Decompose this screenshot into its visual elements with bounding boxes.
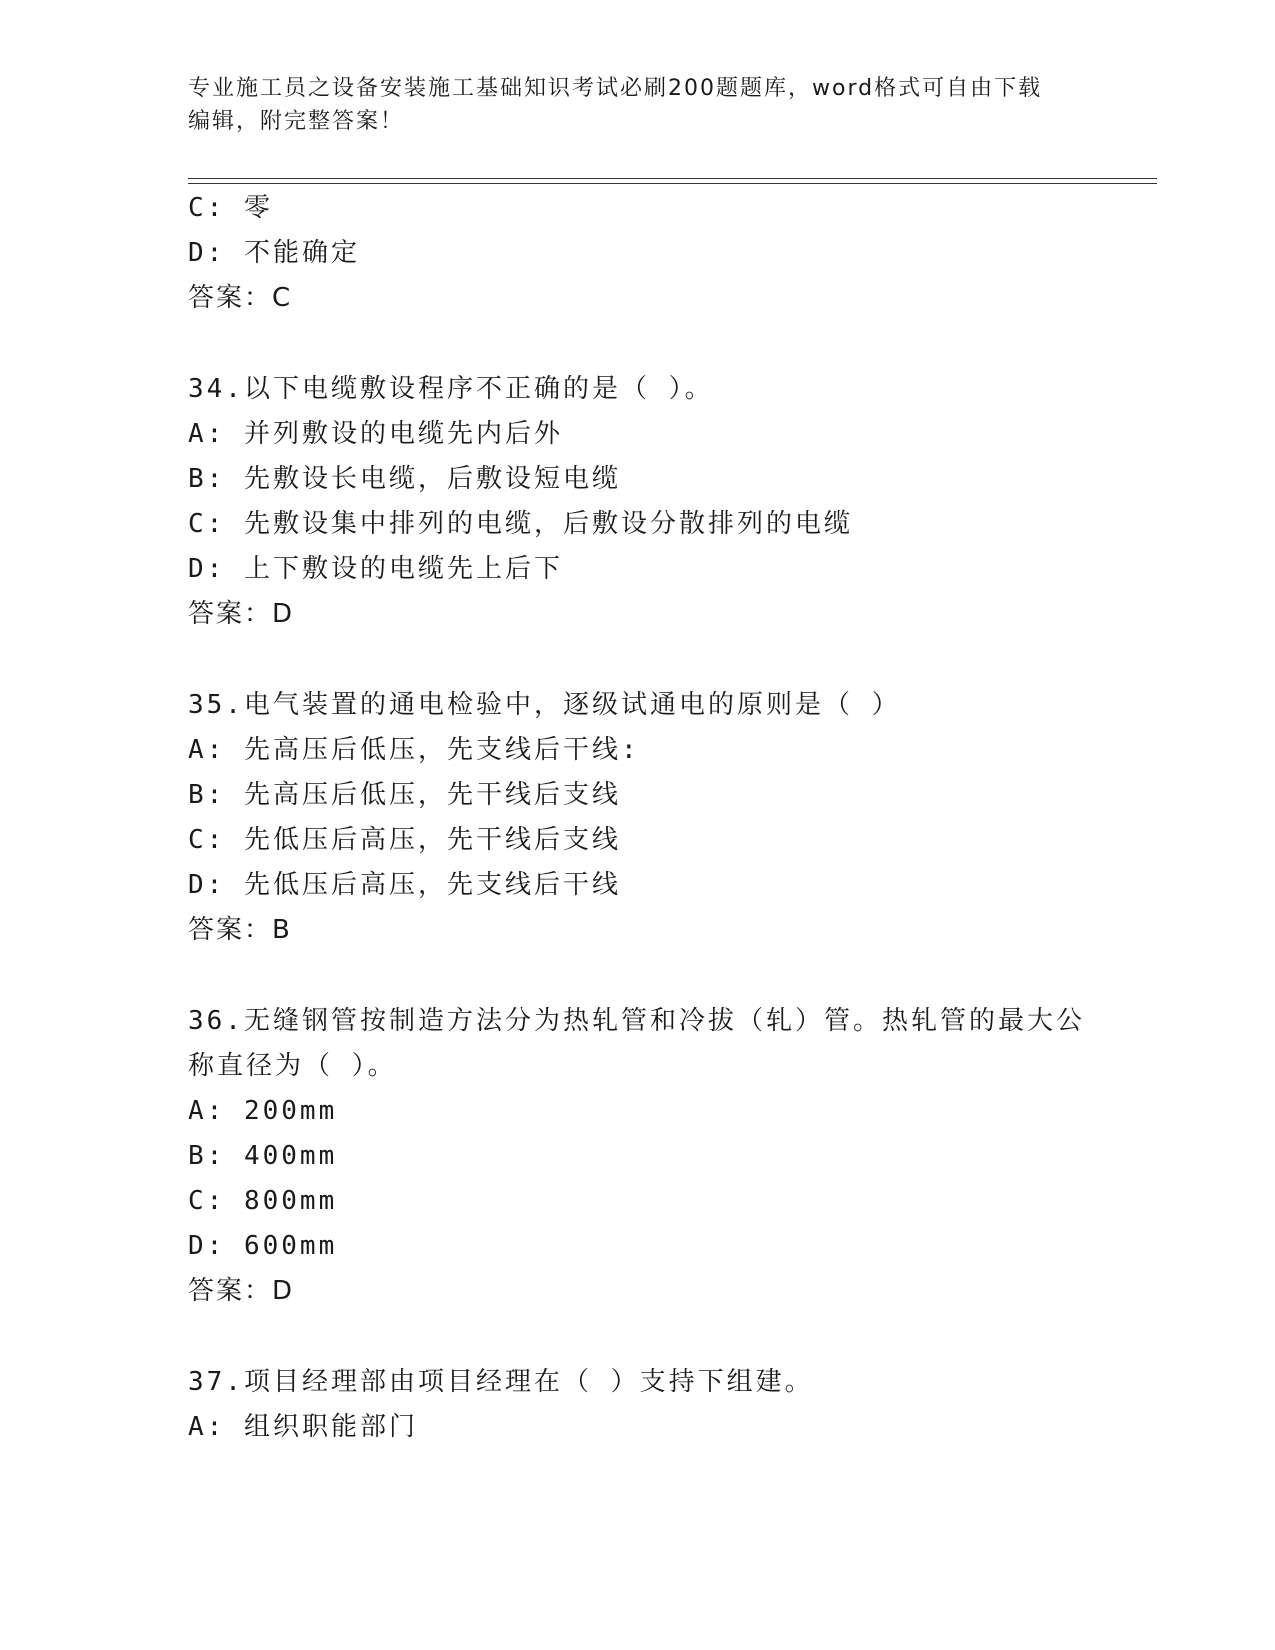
header-rule-bottom (188, 183, 1157, 184)
q36-option-a: A: 200mm (188, 1096, 338, 1126)
header-rule-top (188, 178, 1157, 179)
q36-stem-line-1: 36.无缝钢管按制造方法分为热轧管和冷拔（轧）管。热轧管的最大公 (188, 1006, 1085, 1036)
header-title-line-2: 编辑，附完整答案！ (188, 109, 405, 134)
q35-option-c: C: 先低压后高压，先干线后支线 (188, 825, 621, 855)
q35-option-b: B: 先高压后低压，先干线后支线 (188, 780, 621, 810)
q35-answer: 答案：B (188, 915, 292, 945)
q35-option-a: A: 先高压后低压，先支线后干线: (188, 735, 640, 765)
prev-option-c: C: 零 (188, 193, 273, 223)
q34-answer: 答案：D (188, 599, 295, 629)
q34-option-c: C: 先敷设集中排列的电缆，后敷设分散排列的电缆 (188, 509, 853, 539)
header-title-line-1: 专业施工员之设备安装施工基础知识考试必刷200题题库，word格式可自由下载 (188, 76, 1043, 101)
q34-stem: 34.以下电缆敷设程序不正确的是（ ）。 (188, 374, 714, 404)
q34-option-b: B: 先敷设长电缆，后敷设短电缆 (188, 464, 621, 494)
prev-answer: 答案：C (188, 283, 293, 313)
q35-option-d: D: 先低压后高压，先支线后干线 (188, 870, 621, 900)
q36-answer: 答案：D (188, 1276, 295, 1306)
prev-option-d: D: 不能确定 (188, 238, 360, 268)
q34-option-d: D: 上下敷设的电缆先上后下 (188, 554, 563, 584)
q35-stem: 35.电气装置的通电检验中，逐级试通电的原则是（ ） (188, 690, 901, 720)
q36-option-b: B: 400mm (188, 1141, 338, 1171)
q36-option-c: C: 800mm (188, 1186, 338, 1216)
q37-option-a: A: 组织职能部门 (188, 1412, 418, 1442)
q36-option-d: D: 600mm (188, 1231, 338, 1261)
document-header (188, 72, 1088, 138)
q34-option-a: A: 并列敷设的电缆先内后外 (188, 419, 563, 449)
q36-stem-line-2: 称直径为（ ）。 (188, 1051, 397, 1081)
q37-stem: 37.项目经理部由项目经理在（ ）支持下组建。 (188, 1367, 814, 1397)
